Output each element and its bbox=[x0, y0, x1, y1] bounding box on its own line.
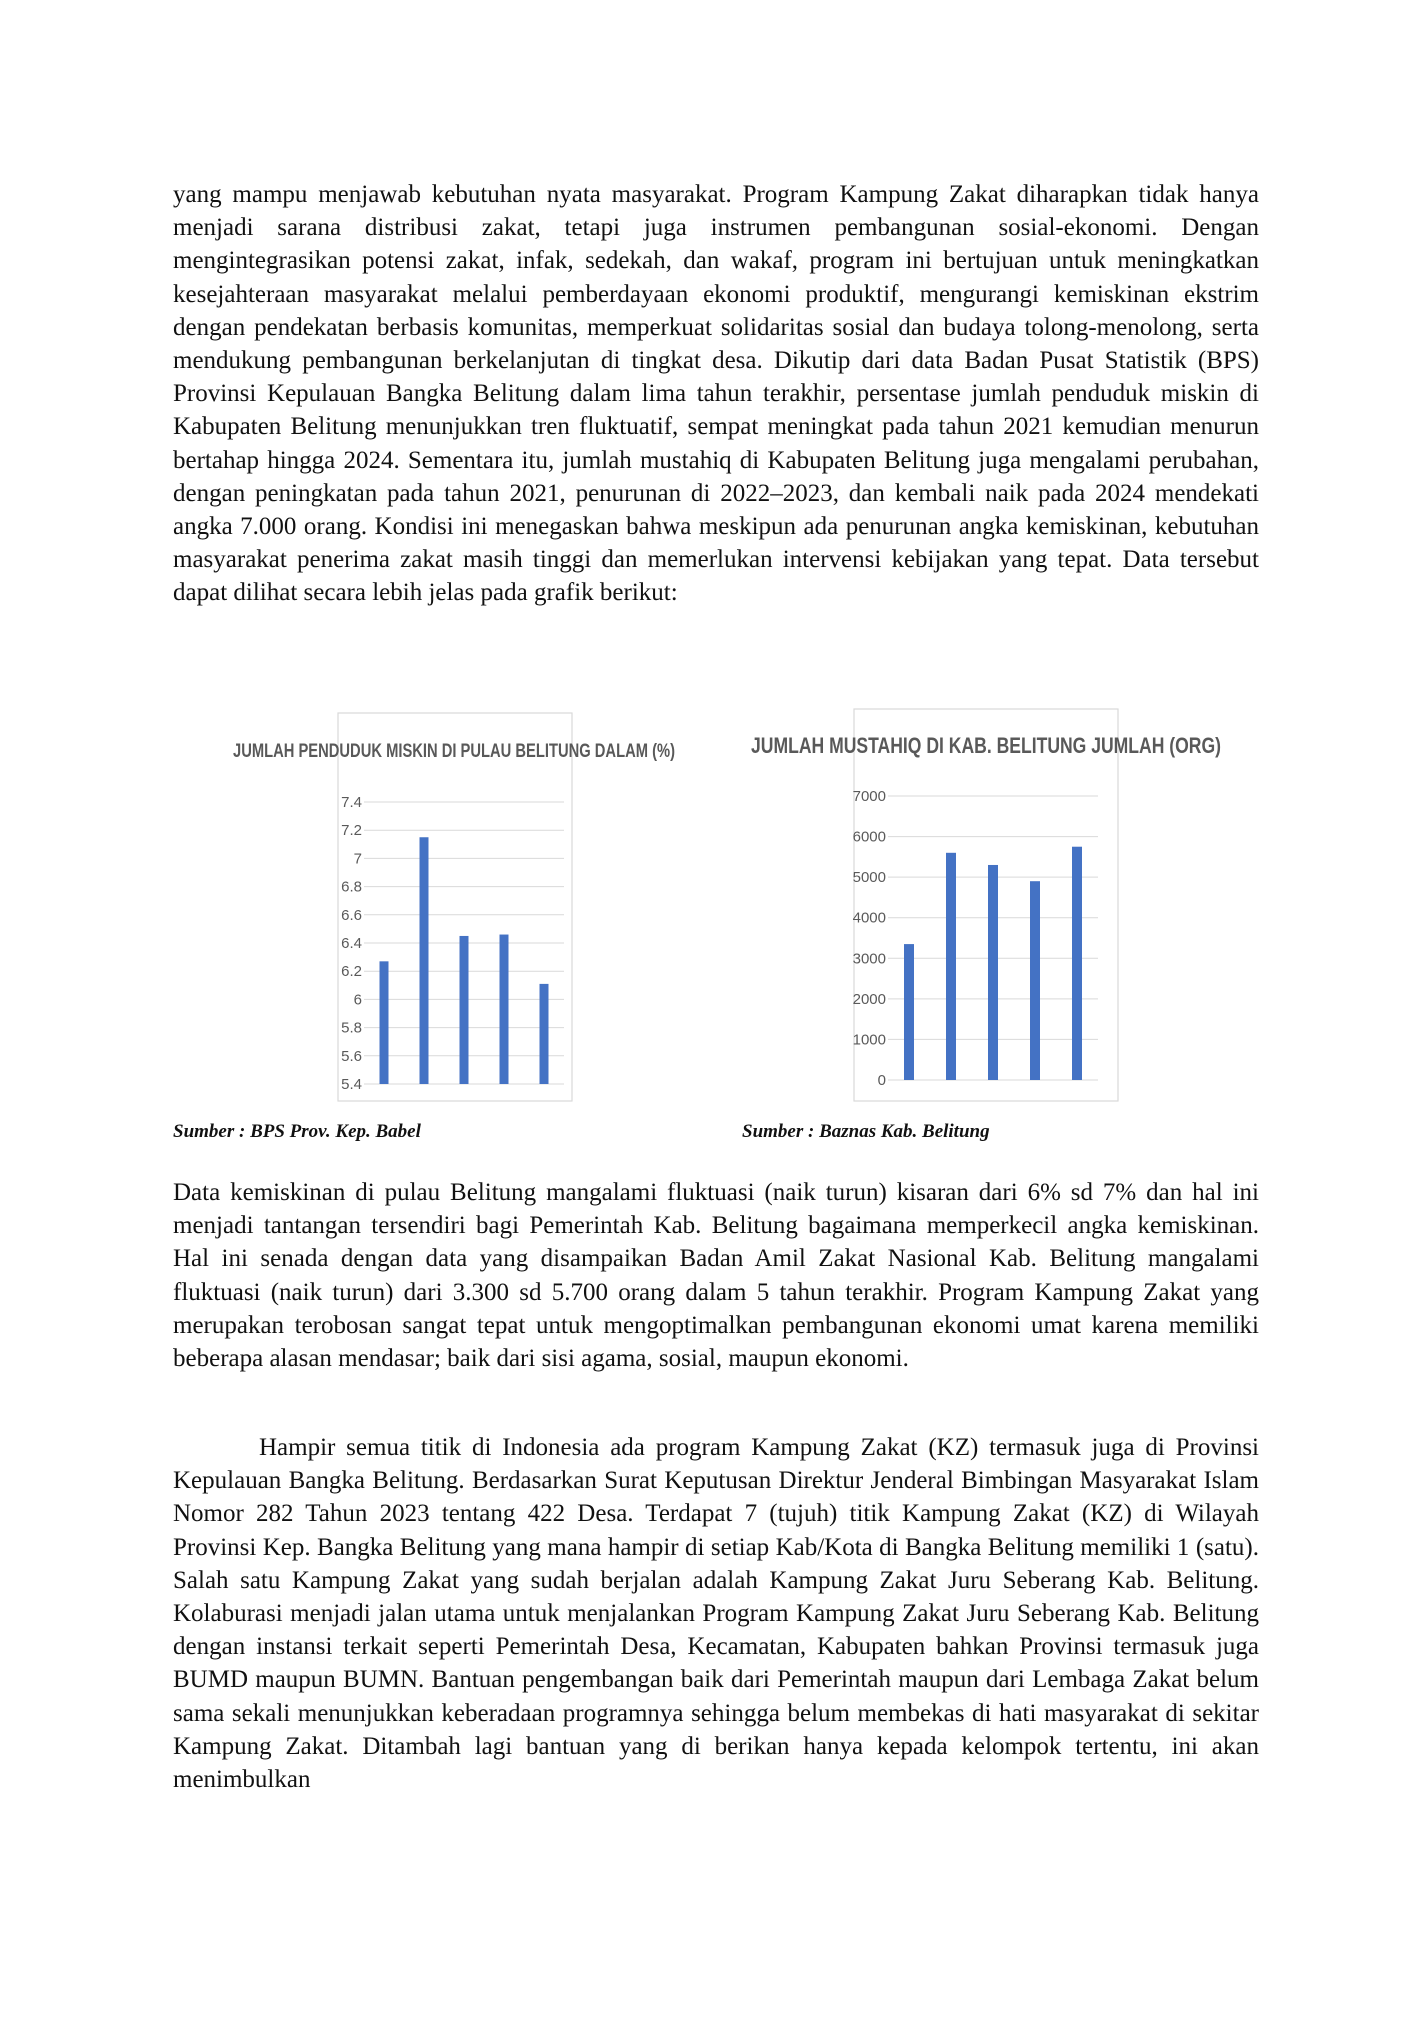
y-tick-label: 0 bbox=[877, 1072, 886, 1089]
y-tick-label: 7 bbox=[353, 850, 362, 868]
y-tick-label: 5.6 bbox=[341, 1047, 362, 1065]
y-tick-label: 6.4 bbox=[341, 935, 362, 952]
bar-4 bbox=[500, 935, 509, 1084]
poverty-chart-frame bbox=[338, 713, 572, 1101]
y-tick-label: 4000 bbox=[852, 909, 886, 927]
source-baznas: Sumber : Baznas Kab. Belitung bbox=[742, 1121, 990, 1142]
bar-1 bbox=[904, 944, 914, 1080]
y-tick-label: 7.2 bbox=[341, 822, 362, 840]
y-tick-label: 5.8 bbox=[341, 1019, 362, 1037]
mustahiq-chart-svg bbox=[746, 708, 1226, 1104]
bar-4 bbox=[1030, 881, 1040, 1080]
paragraph-analysis: Data kemiskinan di pulau Belitung mangalami fluktuasi (naik turun) kisaran dari 6% sd 7% dan hal ini menjadi tantangan tersendiri bagi Pemerintah Kab. Belitung bagaimana memperkecil angka kemiskinan. Hal ini senada dengan data yang disampaikan Badan Amil Zakat Nasional Kab. Belitung mangalami fluktuasi (naik turun) dari 3.300 sd 5.700 orang dalam 5 tahun terakhir. Program Kampung Zakat yang merupakan terobosan sangat tepat untuk mengoptimalkan pembangunan ekonomi umat karena memiliki beberapa alasan mendasar; baik dari sisi agama, sosial, maupun ekonomi. bbox=[173, 1179, 1259, 1373]
y-tick-label: 6000 bbox=[852, 828, 886, 846]
bar-3 bbox=[460, 936, 469, 1084]
y-tick-label: 6.8 bbox=[341, 878, 362, 896]
y-tick-label: 6 bbox=[353, 991, 362, 1009]
bar-2 bbox=[420, 837, 429, 1084]
y-tick-label: 5.4 bbox=[341, 1076, 362, 1093]
y-tick-label: 5000 bbox=[852, 869, 886, 887]
poverty-chart bbox=[228, 712, 688, 1104]
poverty-chart-title: JUMLAH PENDUDUK MISKIN DI PULAU BELITUNG DALAM (%) bbox=[233, 741, 675, 762]
y-tick-label: 7.4 bbox=[341, 794, 362, 811]
poverty-chart-svg bbox=[228, 712, 688, 1104]
y-tick-label: 6.2 bbox=[341, 963, 362, 981]
y-tick-label: 3000 bbox=[852, 950, 886, 968]
mustahiq-chart bbox=[746, 708, 1226, 1104]
y-tick-label: 6.6 bbox=[341, 906, 362, 924]
mustahiq-chart-title: JUMLAH MUSTAHIQ DI KAB. BELITUNG JUMLAH (ORG) bbox=[751, 733, 1221, 758]
bar-2 bbox=[946, 853, 956, 1080]
source-bps: Sumber : BPS Prov. Kep. Babel bbox=[173, 1121, 421, 1142]
bar-3 bbox=[988, 865, 998, 1080]
paragraph-intro: yang mampu menjawab kebutuhan nyata masyarakat. Program Kampung Zakat diharapkan tidak hanya menjadi sarana distribusi zakat, tetapi juga instrumen pembangunan sosial-ekonomi. Dengan mengintegrasikan potensi zakat, infak, sedekah, dan wakaf, program ini bertujuan untuk meningkatkan kesejahteraan masyarakat melalui pemberdayaan ekonomi produktif, mengurangi kemiskinan ekstrim dengan pendekatan berbasis komunitas, memperkuat solidaritas sosial dan budaya tolong-menolong, serta mendukung pembangunan berkelanjutan di tingkat desa. Dikutip dari data Badan Pusat Statistik (BPS) Provinsi Kepulauan Bangka Belitung dalam lima tahun terakhir, persentase jumlah penduduk miskin di Kabupaten Belitung menunjukkan tren fluktuatif, sempat meningkat pada tahun 2021 kemudian menurun bertahap hingga 2024. Sementara itu, jumlah mustahiq di Kabupaten Belitung juga mengalami perubahan, dengan peningkatan pada tahun 2021, penurunan di 2022–2023, dan kembali naik pada 2024 mendekati angka 7.000 orang. Kondisi ini menegaskan bahwa meskipun ada penurunan angka kemiskinan, kebutuhan masyarakat penerima zakat masih tinggi dan memerlukan intervensi kebijakan yang tepat. Data tersebut dapat dilihat secara lebih jelas pada grafik berikut: bbox=[173, 181, 1259, 607]
y-tick-label: 7000 bbox=[852, 788, 886, 805]
bar-5 bbox=[1072, 847, 1082, 1080]
paragraph-kampung-zakat: Hampir semua titik di Indonesia ada program Kampung Zakat (KZ) termasuk juga di Provinsi Kepulauan Bangka Belitung. Berdasarkan Surat Keputusan Direktur Jenderal Bimbingan Masyarakat Islam Nomor 282 Tahun 2023 tentang 422 Desa. Terdapat 7 (tujuh) titik Kampung Zakat (KZ) di Wilayah Provinsi Kep. Bangka Belitung yang mana hampir di setiap Kab/Kota di Bangka Belitung memiliki 1 (satu). Salah satu Kampung Zakat yang sudah berjalan adalah Kampung Zakat Juru Seberang Kab. Belitung. Kolaburasi menjadi jalan utama untuk menjalankan Program Kampung Zakat Juru Seberang Kab. Belitung dengan instansi terkait seperti Pemerintah Desa, Kecamatan, Kabupaten bahkan Provinsi termasuk juga BUMD maupun BUMN. Bantuan pengembangan baik dari Pemerintah maupun dari Lembaga Zakat belum sama sekali menunjukkan keberadaan programnya sehingga belum membekas di hati masyarakat di sekitar Kampung Zakat. Ditambah lagi bantuan yang di berikan hanya kepada kelompok tertentu, ini akan menimbulkan bbox=[173, 1434, 1259, 1794]
bar-1 bbox=[380, 961, 389, 1084]
bar-5 bbox=[540, 984, 549, 1084]
y-tick-label: 1000 bbox=[852, 1031, 886, 1049]
y-tick-label: 2000 bbox=[852, 990, 886, 1008]
